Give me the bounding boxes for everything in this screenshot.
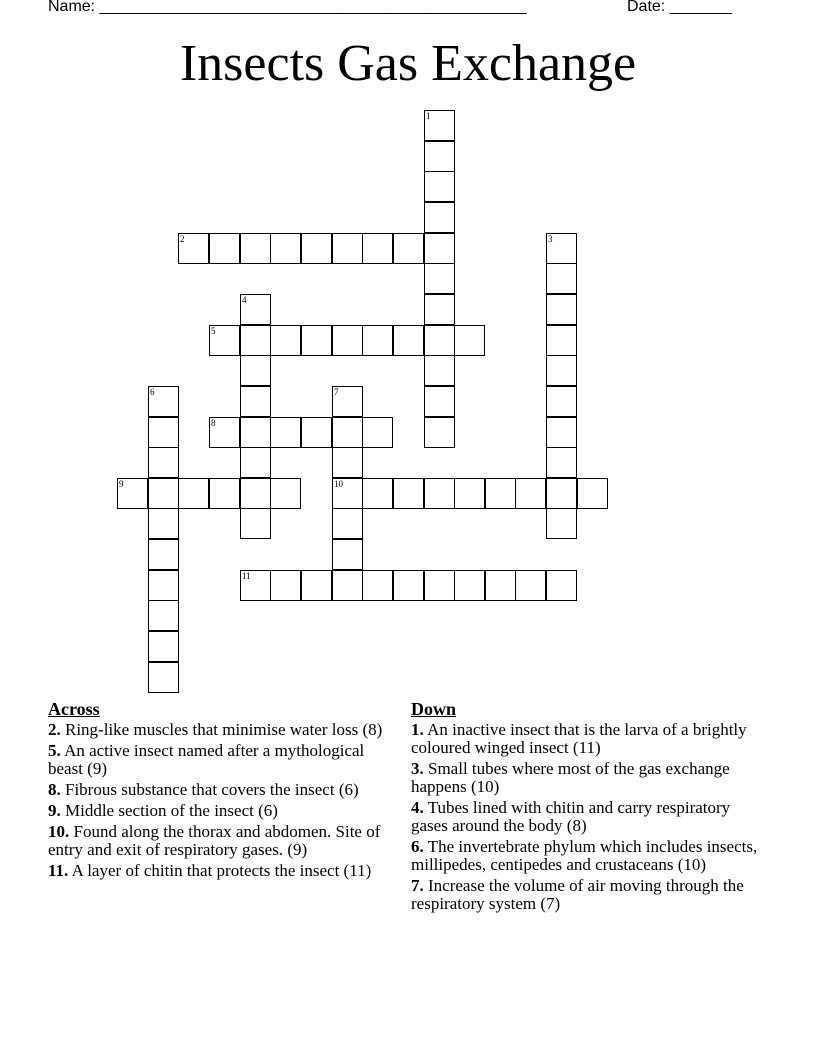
date-field[interactable]: Date: _______ (627, 0, 732, 15)
crossword-cell[interactable] (240, 386, 271, 417)
clue-number-label: 1 (426, 111, 431, 121)
crossword-cell[interactable] (209, 478, 240, 509)
clue-text: A layer of chitin that protects the insect (11) (71, 861, 372, 880)
crossword-cell[interactable] (393, 325, 424, 356)
crossword-cell[interactable] (240, 294, 271, 325)
crossword-cell[interactable] (270, 417, 301, 448)
crossword-cell[interactable] (301, 570, 332, 601)
clue-number-label: 4 (242, 295, 247, 305)
crossword-cell[interactable] (362, 570, 393, 601)
crossword-cell[interactable] (546, 570, 577, 601)
clue-number: 9. (48, 801, 61, 820)
crossword-cell[interactable] (424, 386, 455, 417)
crossword-cell[interactable] (424, 294, 455, 325)
crossword-cell[interactable] (393, 570, 424, 601)
clue-down (411, 721, 771, 757)
crossword-cell[interactable] (332, 539, 363, 570)
crossword-cell[interactable] (424, 478, 455, 509)
clue-number-label: 6 (150, 387, 155, 397)
crossword-cell[interactable] (424, 233, 455, 264)
clue-across (48, 823, 393, 859)
crossword-cell[interactable] (117, 478, 148, 509)
clue-number: 10. (48, 822, 70, 841)
crossword-cell[interactable] (332, 325, 363, 356)
crossword-cell[interactable] (515, 478, 546, 509)
crossword-cell[interactable] (454, 570, 485, 601)
crossword-cell[interactable] (424, 110, 455, 141)
crossword-cell[interactable] (209, 233, 240, 264)
clue-number: 4. (411, 798, 424, 817)
crossword-cell[interactable] (148, 539, 179, 570)
crossword-cell[interactable] (485, 570, 516, 601)
crossword-cell[interactable] (209, 417, 240, 448)
crossword-cell[interactable] (546, 417, 577, 448)
clue-number: 11. (48, 861, 69, 880)
crossword-cell[interactable] (178, 478, 209, 509)
crossword-cell[interactable] (362, 233, 393, 264)
crossword-cell[interactable] (424, 417, 455, 448)
crossword-cell[interactable] (301, 233, 332, 264)
crossword-cell[interactable] (332, 233, 363, 264)
crossword-cell[interactable] (546, 478, 577, 509)
clue-number: 8. (48, 780, 61, 799)
crossword-cell[interactable] (424, 355, 455, 386)
clue-text: An active insect named after a mythological beast (9) (48, 741, 365, 778)
clue-text: Ring-like muscles that minimise water loss (8) (65, 720, 383, 739)
crossword-cell[interactable] (148, 447, 179, 478)
clue-number-label: 10 (334, 479, 343, 489)
crossword-cell[interactable] (240, 447, 271, 478)
crossword-cell[interactable] (546, 325, 577, 356)
crossword-cell[interactable] (240, 508, 271, 539)
crossword-cell[interactable] (148, 417, 179, 448)
crossword-cell[interactable] (240, 233, 271, 264)
crossword-cell[interactable] (515, 570, 546, 601)
clue-number-label: 8 (211, 418, 216, 428)
crossword-cell[interactable] (424, 202, 455, 233)
crossword-cell[interactable] (148, 570, 179, 601)
clue-text: Tubes lined with chitin and carry respiratory gases around the body (8) (411, 798, 731, 835)
clue-down (411, 760, 771, 796)
crossword-cell[interactable] (301, 325, 332, 356)
crossword-cell[interactable] (332, 570, 363, 601)
crossword-cell[interactable] (240, 570, 271, 601)
crossword-cell[interactable] (148, 386, 179, 417)
crossword-cell[interactable] (424, 171, 455, 202)
crossword-cell[interactable] (546, 447, 577, 478)
clue-number-label: 3 (548, 234, 553, 244)
crossword-cell[interactable] (362, 325, 393, 356)
clue-text: Increase the volume of air moving through the respiratory system (7) (411, 876, 744, 913)
crossword-cell[interactable] (148, 631, 179, 662)
clue-down (411, 799, 771, 835)
clue-number: 7. (411, 876, 424, 895)
crossword-cell[interactable] (362, 417, 393, 448)
clue-text: Fibrous substance that covers the insect (6) (65, 780, 359, 799)
crossword-cell[interactable] (332, 508, 363, 539)
crossword-cell[interactable] (148, 662, 179, 693)
crossword-cell[interactable] (209, 325, 240, 356)
crossword-cell[interactable] (270, 325, 301, 356)
crossword-cell[interactable] (270, 478, 301, 509)
crossword-cell[interactable] (270, 233, 301, 264)
crossword-cell[interactable] (240, 478, 271, 509)
clue-number: 6. (411, 837, 424, 856)
clue-number-label: 5 (211, 326, 216, 336)
clue-number-label: 9 (119, 479, 124, 489)
crossword-cell[interactable] (546, 233, 577, 264)
clue-text: Middle section of the insect (6) (65, 801, 278, 820)
clue-text: Small tubes where most of the gas exchange happens (10) (411, 759, 730, 796)
clue-across (48, 862, 393, 880)
name-field[interactable]: Name: ________________________________________________ (48, 0, 527, 15)
crossword-cell[interactable] (362, 478, 393, 509)
crossword-cell[interactable] (546, 263, 577, 294)
clue-number: 5. (48, 741, 61, 760)
crossword-cell[interactable] (393, 233, 424, 264)
clue-text: An inactive insect that is the larva of a brightly coloured winged insect (11) (411, 720, 747, 757)
crossword-cell[interactable] (454, 325, 485, 356)
down-heading: Down (411, 699, 457, 719)
crossword-cell[interactable] (546, 355, 577, 386)
crossword-cell[interactable] (577, 478, 608, 509)
crossword-cell[interactable] (301, 417, 332, 448)
crossword-cell[interactable] (332, 478, 363, 509)
crossword-cell[interactable] (148, 508, 179, 539)
crossword-cell[interactable] (240, 325, 271, 356)
crossword-cell[interactable] (270, 570, 301, 601)
clue-across (48, 802, 393, 820)
crossword-cell[interactable] (332, 447, 363, 478)
across-heading: Across (48, 699, 100, 719)
crossword-cell[interactable] (148, 478, 179, 509)
crossword-cell[interactable] (332, 417, 363, 448)
clue-number: 1. (411, 720, 424, 739)
clue-number-label: 11 (242, 571, 251, 581)
clue-number-label: 2 (180, 234, 185, 244)
crossword-cell[interactable] (424, 570, 455, 601)
crossword-cell[interactable] (546, 386, 577, 417)
clue-number-label: 7 (334, 387, 339, 397)
crossword-cell[interactable] (454, 478, 485, 509)
clue-across (48, 721, 393, 739)
crossword-cell[interactable] (546, 294, 577, 325)
clue-number: 2. (48, 720, 61, 739)
crossword-cell[interactable] (424, 263, 455, 294)
clue-text: Found along the thorax and abdomen. Site of entry and exit of respiratory gases. (9) (48, 822, 381, 859)
down-clues (411, 700, 771, 916)
crossword-cell[interactable] (424, 325, 455, 356)
crossword-cell[interactable] (178, 233, 209, 264)
page-title: Insects Gas Exchange (179, 35, 637, 92)
clue-down (411, 838, 771, 874)
clue-across (48, 781, 393, 799)
crossword-cell[interactable] (240, 417, 271, 448)
across-clues (48, 700, 393, 883)
crossword-cell[interactable] (485, 478, 516, 509)
crossword-cell[interactable] (424, 141, 455, 172)
crossword-cell[interactable] (148, 600, 179, 631)
crossword-cell[interactable] (240, 355, 271, 386)
crossword-cell[interactable] (546, 508, 577, 539)
crossword-cell[interactable] (332, 386, 363, 417)
crossword-cell[interactable] (393, 478, 424, 509)
clue-across (48, 742, 393, 778)
clue-number: 3. (411, 759, 424, 778)
clue-down (411, 877, 771, 913)
clue-text: The invertebrate phylum which includes insects, millipedes, centipedes and crustaceans (10) (411, 837, 758, 874)
